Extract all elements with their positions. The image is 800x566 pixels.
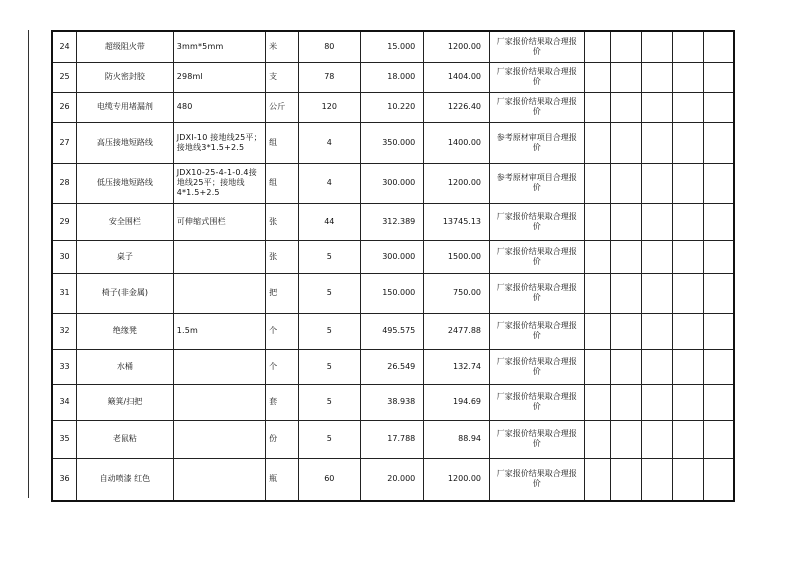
table-row (52, 349, 734, 384)
empty-cell (611, 163, 642, 203)
row-number: 29 (52, 203, 77, 240)
empty-cell (584, 62, 611, 92)
empty-cell (642, 384, 673, 420)
item-total: 1500.00 (424, 240, 490, 273)
empty-cell (703, 313, 734, 349)
empty-cell (703, 240, 734, 273)
item-spec (173, 458, 265, 501)
item-spec: 3mm*5mm (173, 31, 265, 62)
item-qty: 5 (298, 273, 360, 313)
empty-cell (642, 122, 673, 163)
row-number: 36 (52, 458, 77, 501)
item-qty: 4 (298, 122, 360, 163)
empty-cell (672, 458, 703, 501)
row-number: 28 (52, 163, 77, 203)
item-note: 参考原材审项目合理报价 (490, 163, 584, 203)
empty-cell (703, 203, 734, 240)
empty-cell (672, 273, 703, 313)
row-number: 34 (52, 384, 77, 420)
table-body (52, 31, 734, 501)
item-unit: 公斤 (266, 92, 299, 122)
empty-cell (703, 420, 734, 458)
empty-cell (611, 31, 642, 62)
item-total: 1404.00 (424, 62, 490, 92)
item-price: 300.000 (360, 240, 424, 273)
item-price: 10.220 (360, 92, 424, 122)
item-name: 水桶 (77, 349, 174, 384)
item-unit: 组 (266, 163, 299, 203)
item-spec: JDX10-25-4-1-0.4接地线25平；接地线4*1.5+2.5 (173, 163, 265, 203)
row-number: 25 (52, 62, 77, 92)
item-price: 17.788 (360, 420, 424, 458)
item-spec: 480 (173, 92, 265, 122)
empty-cell (672, 240, 703, 273)
empty-cell (584, 122, 611, 163)
empty-cell (611, 240, 642, 273)
item-name: 绝缘凳 (77, 313, 174, 349)
item-note: 厂家报价结果取合理报价 (490, 313, 584, 349)
empty-cell (611, 62, 642, 92)
item-note: 厂家报价结果取合理报价 (490, 273, 584, 313)
empty-cell (611, 122, 642, 163)
empty-cell (642, 163, 673, 203)
empty-cell (584, 92, 611, 122)
item-unit: 支 (266, 62, 299, 92)
table-row (52, 420, 734, 458)
item-name: 自动喷漆 红色 (77, 458, 174, 501)
empty-cell (642, 313, 673, 349)
item-unit: 套 (266, 384, 299, 420)
item-note: 厂家报价结果取合理报价 (490, 203, 584, 240)
item-name: 低压接地短路线 (77, 163, 174, 203)
empty-cell (584, 384, 611, 420)
empty-cell (584, 458, 611, 501)
empty-cell (703, 122, 734, 163)
item-qty: 60 (298, 458, 360, 501)
item-price: 15.000 (360, 31, 424, 62)
item-price: 18.000 (360, 62, 424, 92)
empty-cell (584, 163, 611, 203)
item-name: 超级阻火带 (77, 31, 174, 62)
empty-cell (642, 458, 673, 501)
row-number: 24 (52, 31, 77, 62)
item-unit: 张 (266, 240, 299, 273)
item-qty: 4 (298, 163, 360, 203)
empty-cell (642, 62, 673, 92)
item-name: 安全围栏 (77, 203, 174, 240)
table-row (52, 384, 734, 420)
item-price: 495.575 (360, 313, 424, 349)
empty-cell (703, 31, 734, 62)
empty-cell (611, 384, 642, 420)
item-name: 桌子 (77, 240, 174, 273)
item-unit: 个 (266, 313, 299, 349)
item-note: 参考原材审项目合理报价 (490, 122, 584, 163)
table-row (52, 163, 734, 203)
empty-cell (642, 349, 673, 384)
empty-cell (611, 313, 642, 349)
empty-cell (672, 203, 703, 240)
item-spec (173, 240, 265, 273)
item-note: 厂家报价结果取合理报价 (490, 240, 584, 273)
empty-cell (703, 62, 734, 92)
empty-cell (642, 92, 673, 122)
empty-cell (642, 31, 673, 62)
item-total: 1200.00 (424, 163, 490, 203)
item-unit: 组 (266, 122, 299, 163)
item-price: 350.000 (360, 122, 424, 163)
empty-cell (672, 92, 703, 122)
empty-cell (703, 92, 734, 122)
item-name: 防火密封胶 (77, 62, 174, 92)
item-spec (173, 349, 265, 384)
item-qty: 5 (298, 420, 360, 458)
empty-cell (703, 273, 734, 313)
empty-cell (642, 420, 673, 458)
empty-cell (584, 313, 611, 349)
item-spec (173, 384, 265, 420)
item-qty: 80 (298, 31, 360, 62)
item-note: 厂家报价结果取合理报价 (490, 31, 584, 62)
table-row (52, 240, 734, 273)
item-name: 簸箕/扫把 (77, 384, 174, 420)
table-row (52, 273, 734, 313)
item-price: 312.389 (360, 203, 424, 240)
item-qty: 5 (298, 384, 360, 420)
item-price: 26.549 (360, 349, 424, 384)
item-spec (173, 420, 265, 458)
row-number: 33 (52, 349, 77, 384)
row-number: 27 (52, 122, 77, 163)
item-total: 1400.00 (424, 122, 490, 163)
item-spec (173, 273, 265, 313)
item-total: 13745.13 (424, 203, 490, 240)
empty-cell (703, 163, 734, 203)
item-price: 38.938 (360, 384, 424, 420)
item-qty: 5 (298, 349, 360, 384)
page-margin-line (28, 30, 29, 498)
row-number: 31 (52, 273, 77, 313)
row-number: 32 (52, 313, 77, 349)
item-name: 电缆专用堵漏剂 (77, 92, 174, 122)
item-total: 88.94 (424, 420, 490, 458)
table-row (52, 31, 734, 62)
empty-cell (584, 203, 611, 240)
price-table (51, 30, 735, 502)
empty-cell (672, 62, 703, 92)
item-price: 150.000 (360, 273, 424, 313)
empty-cell (672, 313, 703, 349)
table-row (52, 313, 734, 349)
item-qty: 5 (298, 313, 360, 349)
item-total: 750.00 (424, 273, 490, 313)
item-total: 2477.88 (424, 313, 490, 349)
item-name: 老鼠粘 (77, 420, 174, 458)
empty-cell (611, 458, 642, 501)
empty-cell (672, 163, 703, 203)
row-number: 35 (52, 420, 77, 458)
empty-cell (611, 349, 642, 384)
item-spec: JDXI-10 接地线25平；接地线3*1.5+2.5 (173, 122, 265, 163)
item-unit: 张 (266, 203, 299, 240)
empty-cell (584, 31, 611, 62)
empty-cell (672, 384, 703, 420)
item-unit: 把 (266, 273, 299, 313)
table-row (52, 62, 734, 92)
row-number: 26 (52, 92, 77, 122)
empty-cell (672, 420, 703, 458)
item-note: 厂家报价结果取合理报价 (490, 62, 584, 92)
empty-cell (703, 349, 734, 384)
item-spec: 1.5m (173, 313, 265, 349)
item-total: 132.74 (424, 349, 490, 384)
item-total: 194.69 (424, 384, 490, 420)
empty-cell (672, 122, 703, 163)
item-note: 厂家报价结果取合理报价 (490, 349, 584, 384)
item-price: 300.000 (360, 163, 424, 203)
item-total: 1226.40 (424, 92, 490, 122)
table-row (52, 92, 734, 122)
item-price: 20.000 (360, 458, 424, 501)
table-row (52, 203, 734, 240)
item-unit: 个 (266, 349, 299, 384)
empty-cell (611, 420, 642, 458)
item-total: 1200.00 (424, 31, 490, 62)
item-unit: 瓶 (266, 458, 299, 501)
item-qty: 44 (298, 203, 360, 240)
empty-cell (611, 203, 642, 240)
empty-cell (611, 273, 642, 313)
empty-cell (642, 240, 673, 273)
empty-cell (584, 273, 611, 313)
item-spec: 298ml (173, 62, 265, 92)
empty-cell (703, 384, 734, 420)
item-name: 高压接地短路线 (77, 122, 174, 163)
item-total: 1200.00 (424, 458, 490, 501)
item-note: 厂家报价结果取合理报价 (490, 420, 584, 458)
empty-cell (672, 31, 703, 62)
item-note: 厂家报价结果取合理报价 (490, 384, 584, 420)
item-spec: 可伸缩式围栏 (173, 203, 265, 240)
empty-cell (642, 203, 673, 240)
item-note: 厂家报价结果取合理报价 (490, 92, 584, 122)
table-row (52, 122, 734, 163)
empty-cell (672, 349, 703, 384)
item-qty: 78 (298, 62, 360, 92)
empty-cell (584, 349, 611, 384)
empty-cell (584, 240, 611, 273)
empty-cell (584, 420, 611, 458)
empty-cell (611, 92, 642, 122)
item-note: 厂家报价结果取合理报价 (490, 458, 584, 501)
item-qty: 120 (298, 92, 360, 122)
empty-cell (703, 458, 734, 501)
item-qty: 5 (298, 240, 360, 273)
row-number: 30 (52, 240, 77, 273)
item-unit: 米 (266, 31, 299, 62)
item-unit: 份 (266, 420, 299, 458)
item-name: 椅子(非金属) (77, 273, 174, 313)
empty-cell (642, 273, 673, 313)
table-row (52, 458, 734, 501)
